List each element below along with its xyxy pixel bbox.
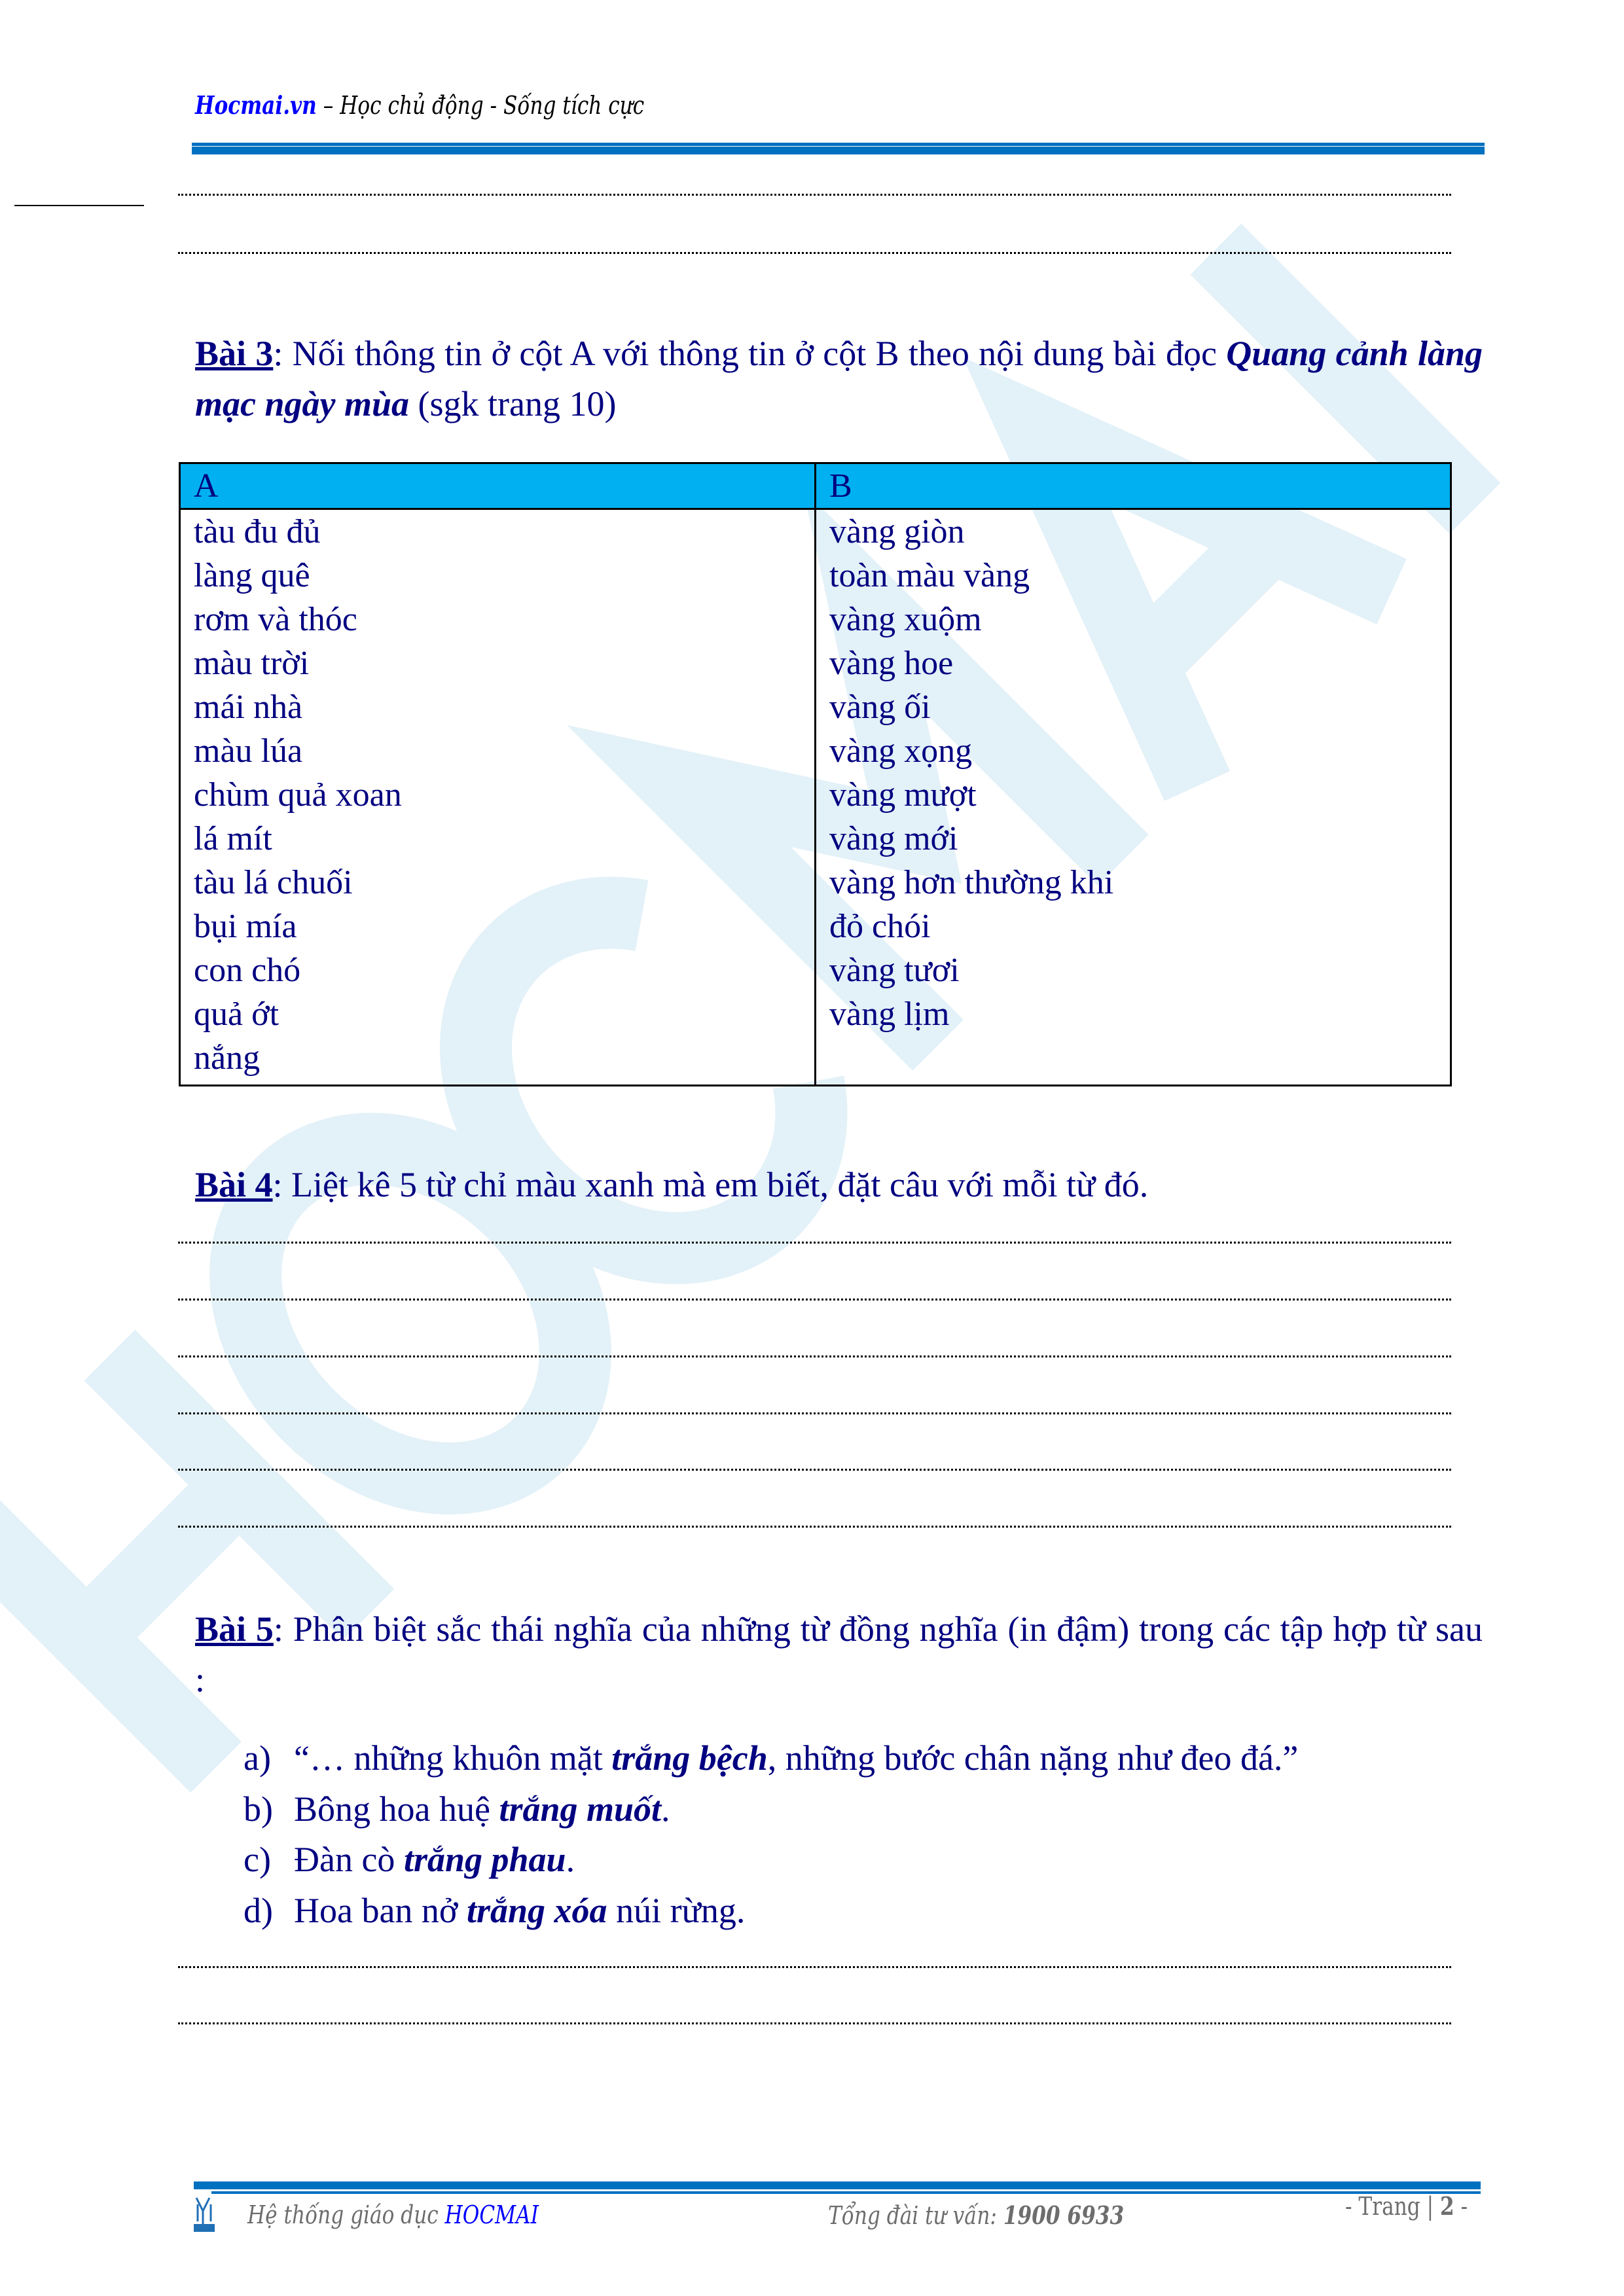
stray-line	[14, 205, 144, 206]
answer-line	[178, 1242, 1451, 1244]
col-b-item: vàng xuộm	[829, 601, 982, 638]
item-text: Hoa ban nở	[294, 1890, 467, 1930]
item-bold-word: trắng xóa	[467, 1890, 607, 1930]
footer-rule-thin	[211, 2191, 1481, 2194]
col-b-header: B	[816, 463, 1451, 509]
list-item	[244, 1835, 1298, 1886]
header-text	[195, 90, 644, 120]
item-bold-word: trắng phau	[403, 1840, 566, 1879]
list-item	[244, 1886, 1298, 1937]
page-suffix: -	[1454, 2192, 1468, 2221]
answer-line	[178, 1355, 1451, 1357]
list-item	[244, 1733, 1298, 1784]
bai5-list	[244, 1733, 1298, 1936]
list-item	[244, 1784, 1298, 1835]
col-a-item: con chó	[194, 952, 301, 989]
item-text: Đàn cò	[294, 1840, 404, 1879]
col-b-item: vàng tươi	[829, 952, 960, 989]
col-b-item: toàn màu vàng	[829, 557, 1030, 594]
col-a-item: chùm quả xoan	[194, 776, 402, 814]
bai3-prompt	[195, 329, 1483, 429]
answer-line	[178, 2022, 1451, 2024]
col-b-item: vàng ối	[829, 689, 931, 726]
col-b-item: vàng xọng	[829, 732, 973, 770]
item-label: c)	[244, 1840, 271, 1879]
item-label: b)	[244, 1789, 273, 1829]
header-brand[interactable]: Hocmai.vn	[195, 90, 317, 120]
col-a-item: tàu đu đủ	[194, 513, 321, 550]
col-a-item: bụi mía	[194, 908, 297, 945]
col-b-item: vàng lịm	[829, 996, 950, 1033]
footer-page	[1345, 2191, 1468, 2221]
item-text-end: .	[661, 1789, 670, 1829]
hotline-label: Tổng đài tư vấn:	[828, 2201, 1003, 2230]
col-a-item: mái nhà	[194, 689, 303, 726]
footer-system	[247, 2200, 539, 2229]
item-label: a)	[244, 1738, 271, 1778]
col-b-item: đỏ chói	[829, 908, 931, 945]
answer-line	[178, 1412, 1451, 1414]
col-a-item: rơm và thóc	[194, 601, 357, 638]
bai5-prompt	[195, 1604, 1483, 1705]
answer-line	[178, 1469, 1451, 1471]
item-text-end: .	[566, 1840, 575, 1879]
page-label: - Trang |	[1345, 2192, 1441, 2221]
col-b-item: vàng hơn thường khi	[829, 864, 1114, 901]
header-slogan: – Học chủ động - Sống tích cực	[316, 91, 645, 120]
col-b-item: vàng giòn	[829, 513, 965, 550]
col-a-item: quả ớt	[194, 996, 280, 1033]
item-text: “… những khuôn mặt	[294, 1738, 612, 1778]
answer-line	[178, 194, 1451, 196]
bai5-text: : Phân biệt sắc thái nghĩa của những từ đồng nghĩa (in đậm) trong các tập hợp từ sau :	[195, 1609, 1483, 1699]
answer-line	[178, 1966, 1451, 1968]
answer-line	[178, 1299, 1451, 1300]
hocmai-logo-icon	[194, 2195, 215, 2232]
bai4-prompt	[195, 1160, 1483, 1210]
bai5-label: Bài 5	[195, 1609, 274, 1649]
header-rule-thick	[192, 147, 1485, 154]
col-a-item: tàu lá chuối	[194, 864, 353, 901]
col-a-header: A	[180, 463, 816, 509]
item-text-end: núi rừng.	[607, 1890, 746, 1930]
col-b-item: vàng mới	[829, 820, 958, 857]
header-rule-thin	[192, 143, 1485, 146]
col-a-item: màu lúa	[194, 732, 303, 770]
col-a	[180, 509, 816, 1086]
col-b-item: vàng mượt	[829, 776, 977, 814]
col-a-item: màu trời	[194, 645, 310, 682]
answer-line	[178, 252, 1451, 254]
page-number: 2	[1440, 2191, 1454, 2221]
col-a-item: lá mít	[194, 820, 272, 857]
matching-table	[179, 462, 1452, 1086]
col-b-item: vàng hoe	[829, 645, 954, 682]
footer-brand[interactable]: HOCMAI	[444, 2200, 539, 2229]
bai4-label: Bài 4	[195, 1165, 273, 1204]
hotline-number: 1900 6933	[1003, 2200, 1125, 2230]
bai3-title: Quang cảnh làng mạc ngày mùa	[195, 334, 1483, 423]
bai4-text: : Liệt kê 5 từ chỉ màu xanh mà em biết, đặt câu với mỗi từ đó.	[272, 1165, 1149, 1204]
answer-line	[178, 1526, 1451, 1528]
footer-system-text: Hệ thống giáo dục	[247, 2200, 445, 2229]
col-a-item: nắng	[194, 1039, 261, 1077]
bai3-suffix: (sgk trang 10)	[409, 384, 617, 423]
item-bold-word: trắng muốt	[499, 1789, 662, 1829]
footer-hotline	[828, 2200, 1124, 2230]
col-b	[816, 509, 1451, 1086]
item-text: Bông hoa huệ	[294, 1789, 499, 1829]
item-text-end: , những bước chân nặng như đeo đá.”	[767, 1738, 1299, 1778]
bai3-text: : Nối thông tin ở cột A với thông tin ở cột B theo nội dung bài đọc	[273, 334, 1227, 373]
item-label: d)	[244, 1890, 273, 1930]
bai3-label: Bài 3	[195, 334, 274, 373]
item-bold-word: trắng bệch	[611, 1738, 768, 1778]
footer-rule-thick	[194, 2181, 1481, 2189]
col-a-item: làng quê	[194, 557, 310, 594]
